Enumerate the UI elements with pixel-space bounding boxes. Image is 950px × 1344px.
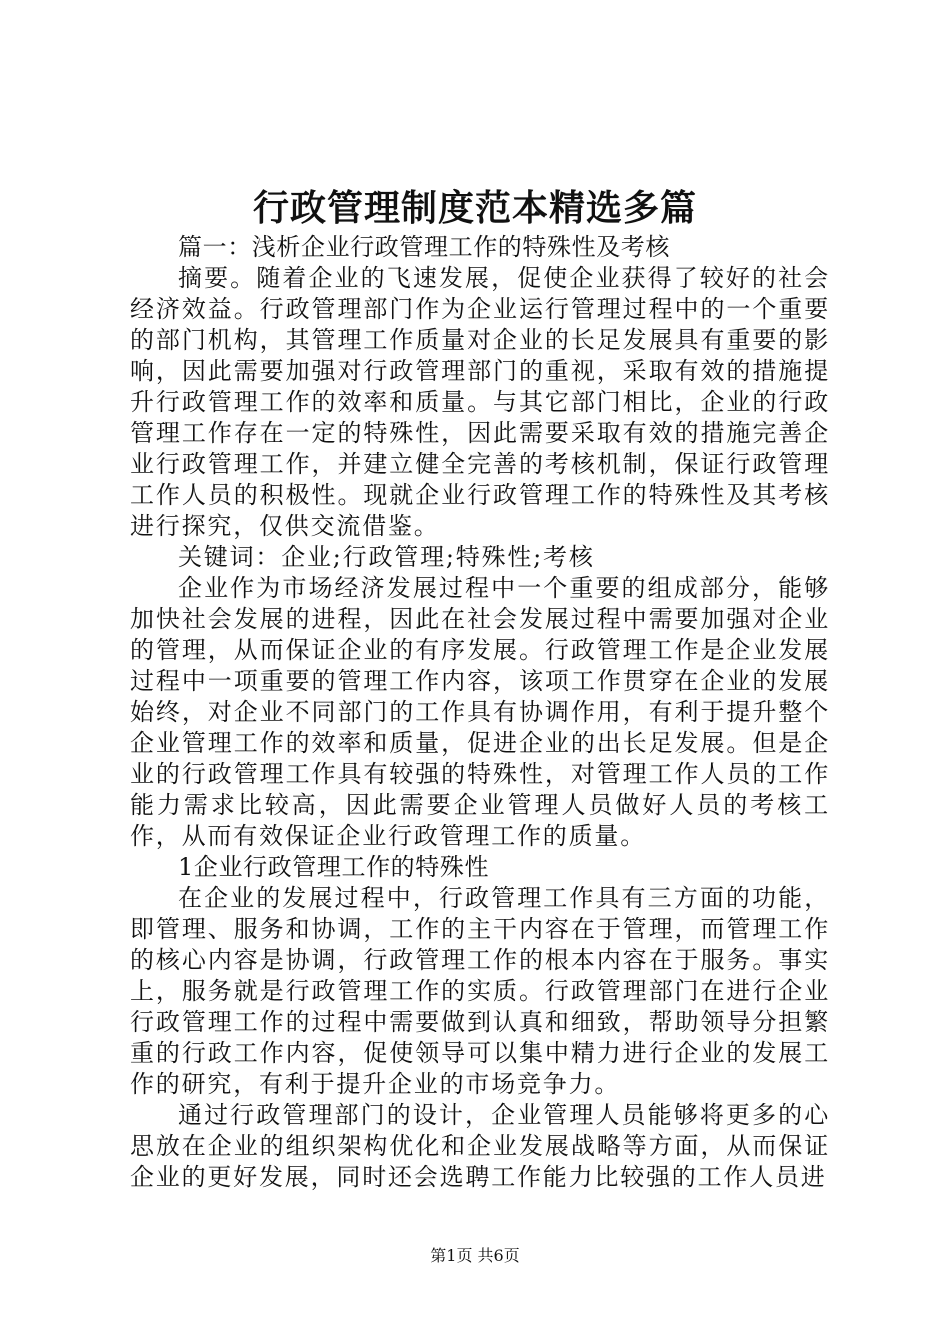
body-paragraph: 在企业的发展过程中，行政管理工作具有三方面的功能，即管理、服务和协调，工作的主干内容在于管理，而管理工作的核心内容是协调，行政管理工作的根本内容在于服务。事实上，服务就是行政管理工作的实质。行政管理部门在进行企业行政管理工作的过程中需要做到认真和细致，帮助领导分担繁重的行政工作内容，促使领导可以集中精力进行企业的发展工作的研究，有利于提升企业的市场竞争力。 xyxy=(130,884,830,1098)
body-paragraph: 通过行政管理部门的设计，企业管理人员能够将更多的心思放在企业的组织架构优化和企业发展战略等方面，从而保证企业的更好发展，同时还会选聘工作能力比较强的工作人员进 xyxy=(130,1101,830,1191)
document-body xyxy=(130,232,830,1193)
page-footer: 第1页 共6页 xyxy=(430,1246,520,1265)
keywords-paragraph: 关键词：企业;行政管理;特殊性;考核 xyxy=(178,543,595,571)
abstract-paragraph: 摘要。随着企业的飞速发展，促使企业获得了较好的社会经济效益。行政管理部门作为企业运行管理过程中的一个重要的部门机构，其管理工作质量对企业的长足发展具有重要的影响，因此需要加强对行政管理部门的重视，采取有效的措施提升行政管理工作的效率和质量。与其它部门相比，企业的行政管理工作存在一定的特殊性，因此需要采取有效的措施完善企业行政管理工作，并建立健全完善的考核机制，保证行政管理工作人员的积极性。现就企业行政管理工作的特殊性及其考核进行探究，仅供交流借鉴。 xyxy=(130,264,830,540)
article-heading: 篇一：浅析企业行政管理工作的特殊性及考核 xyxy=(178,233,670,261)
intro-paragraph: 企业作为市场经济发展过程中一个重要的组成部分，能够加快社会发展的进程，因此在社会发展过程中需要加强对企业的管理，从而保证企业的有序发展。行政管理工作是企业发展过程中一项重要的管理工作内容，该项工作贯穿在企业的发展始终，对企业不同部门的工作具有协调作用，有利于提升整个企业管理工作的效率和质量，促进企业的出长足发展。但是企业的行政管理工作具有较强的特殊性，对管理工作人员的工作能力需求比较高，因此需要企业管理人员做好人员的考核工作，从而有效保证企业行政管理工作的质量。 xyxy=(130,574,830,850)
document-title: 行政管理制度范本精选多篇 xyxy=(252,187,697,229)
section-heading: 1企业行政管理工作的特殊性 xyxy=(178,853,490,881)
